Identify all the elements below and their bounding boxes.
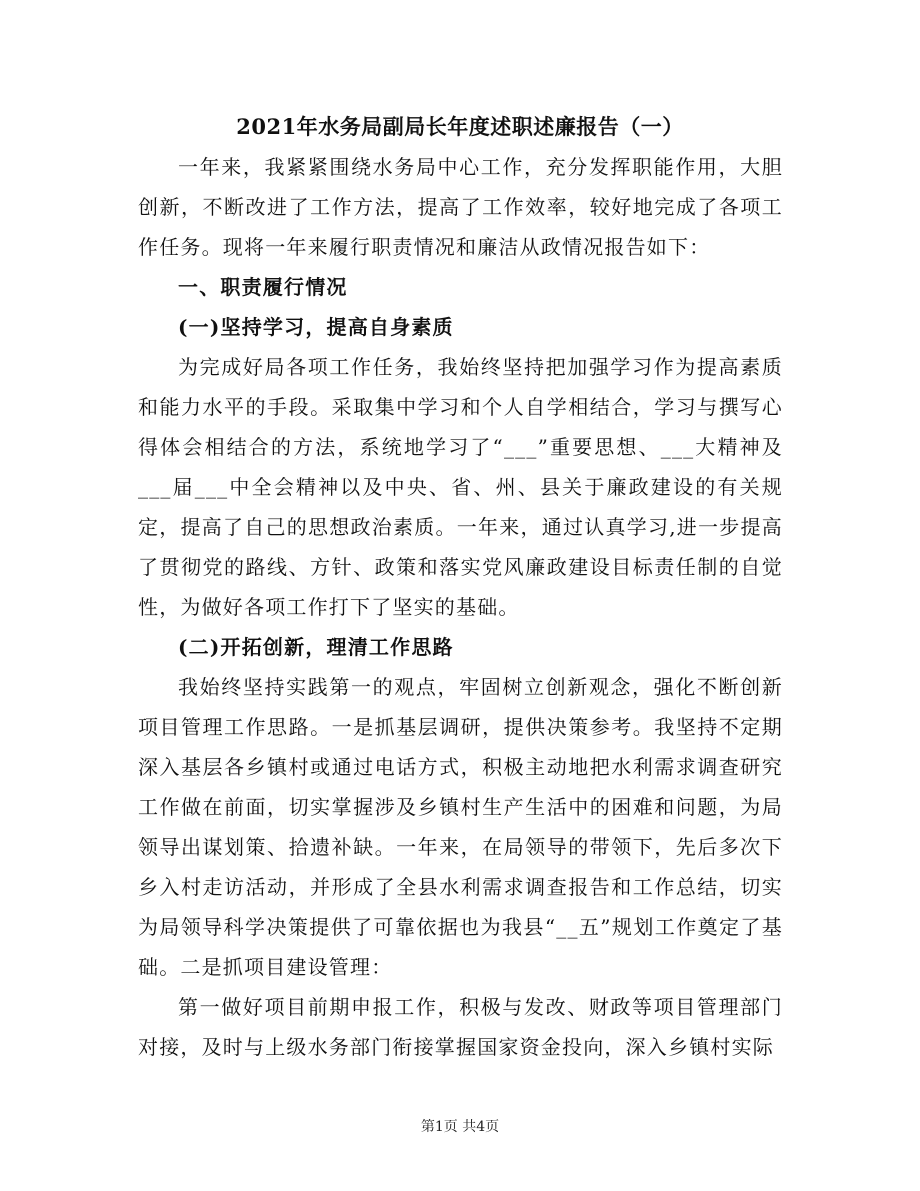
document-title: 2021年水务局副局长年度述职述廉报告（一） bbox=[236, 114, 684, 139]
paragraph-study: 为完成好局各项工作任务，我始终坚持把加强学习作为提高素质和能力水平的手段。采取集中学习和个人自学相结合，学习与撰写心得体会相结合的方法，系统地学习了“___”重要思想、___大精神及___届___中全会精神以及中央、省、州、县关于廉政建设的有关规定，提高了自己的思想政治素质。一年来，通过认真学习,进一步提高了贯彻党的路线、方针、政策和落实党风廉政建设目标责任制的自觉性，为做好各项工作打下了坚实的基础。 bbox=[138, 355, 783, 619]
subsection-heading-innovation: (二)开拓创新，理清工作思路 bbox=[178, 635, 454, 659]
subsection-heading-study: (一)坚持学习，提高自身素质 bbox=[178, 315, 454, 339]
section-heading-duties: 一、职责履行情况 bbox=[178, 275, 348, 299]
paragraph-innovation: 我始终坚持实践第一的观点，牢固树立创新观念，强化不断创新项目管理工作思路。一是抓基层调研，提供决策参考。我坚持不定期深入基层各乡镇村或通过电话方式，积极主动地把水利需求调查研究工作做在前面，切实掌握涉及乡镇村生产生活中的困难和问题，为局领导出谋划策、拾遗补缺。一年来，在局领导的带领下，先后多次下乡入村走访活动，并形成了全县水利需求调查报告和工作总结，切实为局领导科学决策提供了可靠依据也为我县“__五”规划工作奠定了基础。二是抓项目建设管理： bbox=[138, 675, 783, 979]
paragraph-project-application: 第一做好项目前期申报工作，积极与发改、财政等项目管理部门对接，及时与上级水务部门衔接掌握国家资金投向，深入乡镇村实际 bbox=[138, 995, 783, 1059]
page-footer: 第1页 共4页 bbox=[420, 1119, 500, 1135]
document-body bbox=[138, 147, 783, 1067]
paragraph-intro: 一年来，我紧紧围绕水务局中心工作，充分发挥职能作用，大胆创新，不断改进了工作方法，提高了工作效率，较好地完成了各项工作任务。现将一年来履行职责情况和廉洁从政情况报告如下： bbox=[138, 155, 783, 259]
